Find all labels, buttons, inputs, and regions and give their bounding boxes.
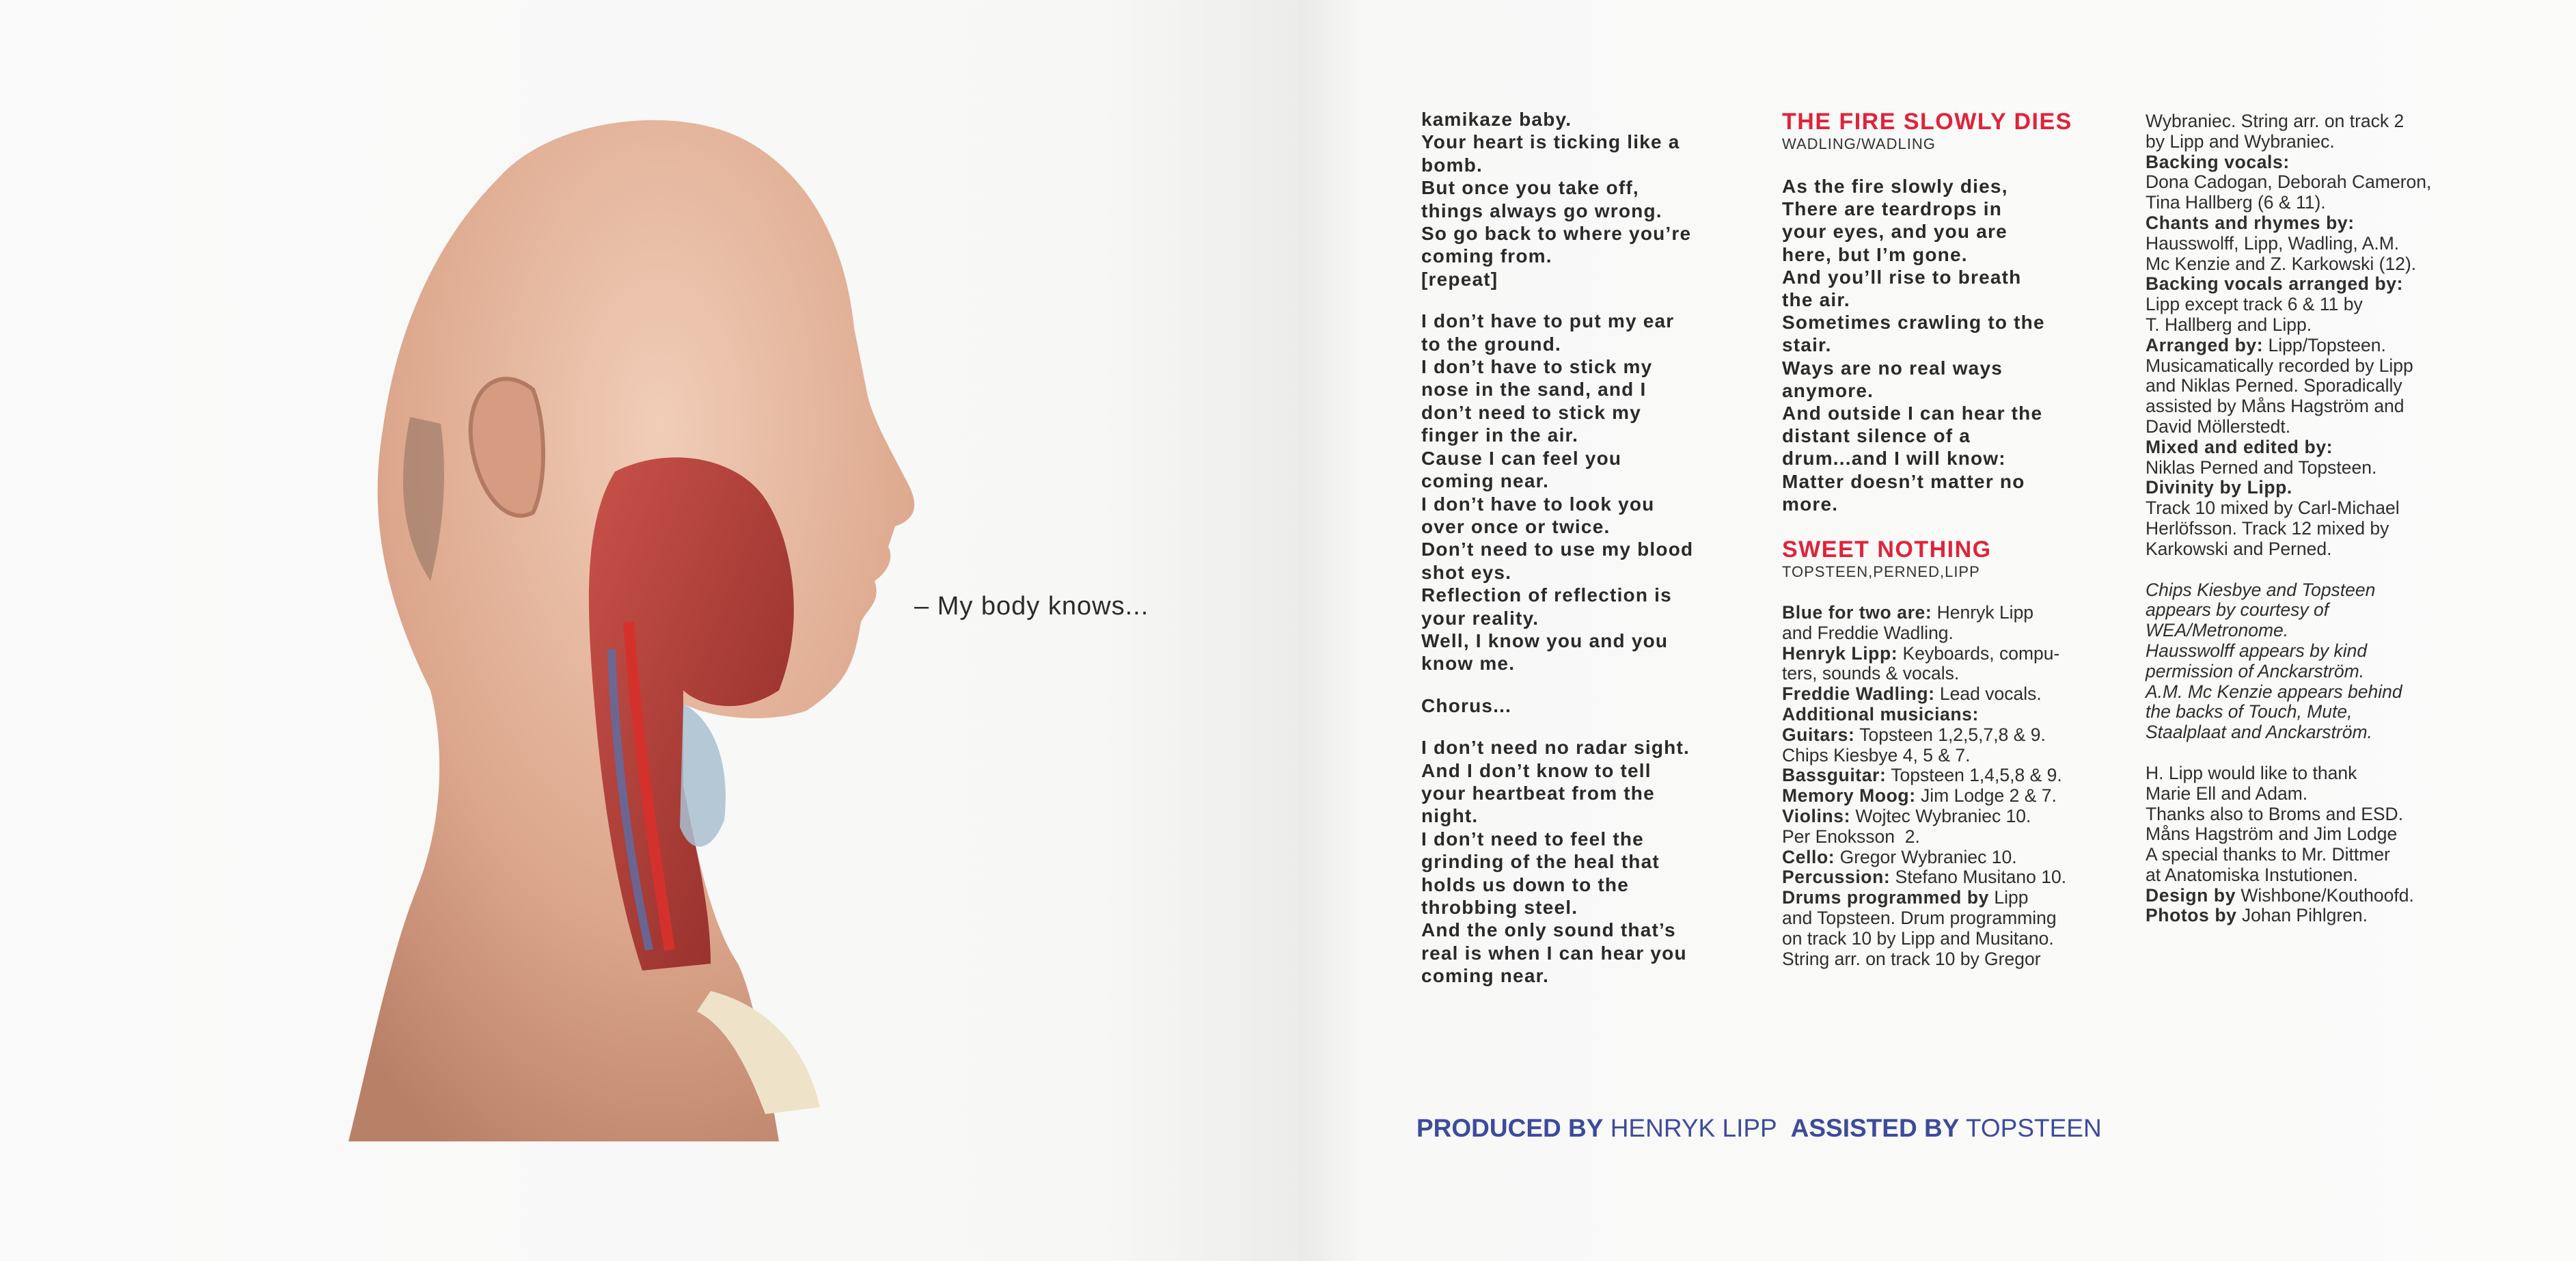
credit-line — [1782, 644, 2103, 664]
text-line: night. — [1421, 805, 1479, 827]
credit-role: Violins: — [1782, 806, 1851, 827]
assisted-by-label: ASSISTED BY — [1790, 1114, 1960, 1142]
text-line: I don’t have to look you — [1421, 493, 1655, 515]
credit-line — [2146, 376, 2467, 396]
text-line: Matter doesn’t matter no — [1782, 470, 2025, 492]
credit-text: Wishbone/Kouthoofd. — [2236, 884, 2414, 906]
credit-text: Chips Kiesbye 4, 5 & 7. — [1782, 744, 1971, 765]
credit-role: Freddie Wadling: — [1782, 683, 1935, 705]
credit-text: Keyboards, compu- — [1897, 642, 2060, 664]
credit-text: T. Hallberg and Lipp. — [2146, 314, 2312, 335]
credit-line — [1782, 765, 2103, 786]
credit-text: Topsteen 1,2,5,7,8 & 9. — [1854, 724, 2046, 745]
producer-line — [1416, 1114, 2102, 1143]
text-line: And you’ll rise to breath — [1782, 266, 2022, 288]
credit-text: and Niklas Perned. Sporadically — [2146, 375, 2402, 396]
text-line: grinding of the heal that — [1421, 851, 1660, 873]
text-line: your eyes, and you are — [1782, 221, 2008, 243]
credit-text: and Freddie Wadling. — [1782, 622, 1954, 643]
credit-line — [2146, 172, 2467, 193]
credit-text: Lipp/Topsteen. — [2263, 334, 2386, 355]
credit-role: Additional musicians: — [1782, 704, 1979, 725]
credit-line — [1782, 908, 2103, 929]
text-line: There are teardrops in — [1782, 198, 2003, 220]
photo-caption: – My body knows... — [914, 592, 1149, 621]
text-line: permission of Anckarström. — [2146, 660, 2365, 681]
credit-text: Wybraniec. String arr. on track 2 — [2146, 111, 2404, 131]
text-line: finger in the air. — [1421, 424, 1579, 446]
column-3 — [2146, 111, 2467, 926]
text-line: A.M. Mc Kenzie appears behind — [2146, 681, 2402, 702]
credit-line — [1782, 949, 2103, 970]
credit-text: ters, sounds & vocals. — [1782, 663, 1960, 684]
song-writer-credit: TOPSTEEN,PERNED,LIPP — [1782, 563, 1980, 581]
credit-line — [2146, 213, 2467, 234]
text-line: nose in the sand, and I — [1421, 379, 1647, 401]
text-line: Well, I know you and you — [1421, 629, 1669, 651]
text-line: drum...and I will know: — [1782, 448, 2006, 470]
credit-text: Mc Kenzie and Z. Karkowski (12). — [2146, 253, 2417, 274]
text-line — [1421, 290, 1742, 310]
credit-line — [2146, 111, 2467, 132]
song-lyrics — [1782, 175, 2103, 515]
song-title: SWEET NOTHING — [1782, 537, 1992, 563]
credit-line — [2146, 152, 2467, 173]
text-line: distant silence of a — [1782, 425, 1971, 447]
credit-text: Lipp except track 6 & 11 by — [2146, 294, 2363, 315]
text-line: So go back to where you’re — [1421, 223, 1692, 245]
text-line: As the fire slowly dies, — [1782, 176, 2008, 197]
credit-text: Hausswolff, Lipp, Wadling, A.M. — [2146, 232, 2400, 254]
credit-text: Karkowski and Perned. — [2146, 538, 2332, 559]
credit-text: String arr. on track 10 by Gregor — [1782, 948, 2041, 969]
text-line: Sometimes crawling to the — [1782, 312, 2045, 334]
song-writer-credit: WADLING/WADLING — [1782, 135, 1936, 152]
credit-text: Tina Hallberg (6 & 11). — [2146, 192, 2326, 213]
credit-text: Marie Ell and Adam. — [2146, 783, 2308, 804]
credit-line — [2146, 824, 2467, 845]
text-line: more. — [1782, 493, 1839, 515]
credit-text: Stefano Musitano 10. — [1890, 867, 2067, 888]
credit-line — [2146, 234, 2467, 254]
text-line: coming near. — [1421, 470, 1550, 492]
anatomical-head-photo — [328, 103, 957, 1141]
credit-line — [2146, 763, 2467, 784]
credit-line — [2146, 886, 2467, 906]
text-line: coming from. — [1421, 245, 1552, 267]
credit-text: Måns Hagström and Jim Lodge — [2146, 824, 2398, 845]
text-line: bomb. — [1421, 154, 1483, 176]
credit-text: Topsteen 1,4,5,8 & 9. — [1886, 765, 2062, 786]
credit-line — [2146, 804, 2467, 825]
text-line: Chorus... — [1421, 694, 1512, 716]
credit-line — [2146, 437, 2467, 458]
credit-text: Wojtec Wybraniec 10. — [1850, 806, 2031, 827]
credit-text: Thanks also to Broms and ESD. — [2146, 803, 2404, 824]
credit-line — [2146, 295, 2467, 315]
credit-line — [1782, 929, 2103, 949]
text-line: your reality. — [1421, 607, 1539, 629]
credit-line — [2146, 906, 2467, 926]
text-line: the backs of Touch, Mute, — [2146, 701, 2353, 722]
credit-line — [1782, 664, 2103, 684]
credit-role: Drums programmed by — [1782, 887, 1989, 908]
credit-text: at Anatomiska Instutionen. — [2146, 864, 2358, 885]
credit-role: Arranged by: — [2146, 334, 2264, 355]
text-line: Reflection of reflection is — [1421, 584, 1672, 606]
credit-line — [2146, 519, 2467, 539]
credit-text: Gregor Wybraniec 10. — [1835, 846, 2017, 867]
text-line: And the only sound that’s — [1421, 919, 1676, 941]
producer-name: HENRYK LIPP — [1603, 1114, 1791, 1142]
credit-line — [2146, 458, 2467, 478]
credit-line — [1782, 867, 2103, 888]
text-line: know me. — [1421, 653, 1516, 675]
credit-line — [2146, 417, 2467, 437]
credit-line — [1782, 705, 2103, 725]
text-line: Don’t need to use my blood — [1421, 539, 1694, 560]
credit-text: and Topsteen. Drum programming — [1782, 908, 2057, 928]
text-line: here, but I’m gone. — [1782, 243, 1968, 265]
credit-line — [1782, 684, 2103, 705]
credit-line — [2146, 865, 2467, 886]
credit-line — [1782, 786, 2103, 806]
text-line: And outside I can hear the — [1782, 403, 2043, 424]
credit-line — [2146, 132, 2467, 152]
trachea — [680, 704, 726, 847]
musician-credits — [1782, 603, 2103, 969]
credit-role: Design by — [2146, 884, 2236, 906]
credit-line — [1782, 888, 2103, 908]
text-line: Cause I can feel you — [1421, 447, 1622, 469]
text-line: Staalplaat and Anckarström. — [2146, 722, 2372, 743]
text-line: kamikaze baby. — [1421, 109, 1572, 130]
credit-role: Cello: — [1782, 846, 1835, 867]
text-line: I don’t need no radar sight. — [1421, 737, 1690, 759]
credit-line — [2146, 784, 2467, 804]
text-line: Hausswolff appears by kind — [2146, 640, 2368, 661]
lyrics-continued — [1421, 108, 1742, 988]
text-line: your heartbeat from the — [1421, 782, 1655, 804]
credit-line — [2146, 845, 2467, 865]
credit-text: Jim Lodge 2 & 7. — [1915, 785, 2057, 806]
credit-text: Lipp — [1988, 887, 2029, 908]
text-line: Your heart is ticking like a — [1421, 131, 1680, 153]
text-line: And I don’t know to tell — [1421, 759, 1652, 781]
text-line: over once or twice. — [1421, 515, 1611, 537]
text-line: stair. — [1782, 334, 1832, 356]
credit-text: H. Lipp would like to thank — [2146, 762, 2357, 783]
credit-text: Henryk Lipp — [1932, 602, 2034, 623]
credit-role: Mixed and edited by: — [2146, 436, 2333, 457]
credit-text: Herlöfsson. Track 12 mixed by — [2146, 517, 2389, 539]
credit-text: on track 10 by Lipp and Musitano. — [1782, 927, 2054, 949]
credit-line — [2146, 498, 2467, 519]
text-line: I don’t have to stick my — [1421, 356, 1653, 378]
credit-role: Bassguitar: — [1782, 765, 1887, 786]
credit-line — [2146, 356, 2467, 377]
credit-role: Photos by — [2146, 905, 2237, 926]
credit-text: assisted by Måns Hagström and — [2146, 396, 2404, 417]
credit-line — [1782, 725, 2103, 746]
credit-line — [2146, 478, 2467, 498]
credit-role: Henryk Lipp: — [1782, 642, 1898, 664]
text-line: I don’t have to put my ear — [1421, 310, 1675, 332]
assistant-name: TOPSTEEN — [1959, 1114, 2102, 1142]
credit-line — [2146, 193, 2467, 213]
credit-text: Track 10 mixed by Carl-Michael — [2146, 498, 2400, 519]
production-credits — [2146, 111, 2467, 560]
text-line: I don’t need to feel the — [1421, 828, 1644, 850]
credit-text: A special thanks to Mr. Dittmer — [2146, 844, 2390, 865]
credit-text: Per Enoksson 2. — [1782, 826, 1920, 847]
text-line: to the ground. — [1421, 333, 1561, 355]
credit-role: Backing vocals arranged by: — [2146, 273, 2404, 295]
credit-line — [2146, 315, 2467, 336]
text-line: don’t need to stick my — [1421, 401, 1641, 423]
column-2 — [1782, 108, 2103, 969]
credit-text: David Möllerstedt. — [2146, 416, 2291, 437]
credit-line — [1782, 827, 2103, 848]
text-line: Ways are no real ways — [1782, 357, 2003, 379]
text-line: the air. — [1782, 289, 1850, 311]
produced-by-label: PRODUCED BY — [1416, 1114, 1604, 1142]
text-line: things always go wrong. — [1421, 200, 1662, 221]
text-line: appears by courtesy of — [2146, 599, 2329, 621]
song-sweet-nothing — [1782, 536, 2103, 581]
thanks-and-design-credits — [2146, 763, 2467, 926]
text-line: coming near. — [1421, 965, 1550, 987]
song-title: THE FIRE SLOWLY DIES — [1782, 109, 2072, 135]
courtesy-notes — [2146, 580, 2467, 743]
credit-line — [2146, 254, 2467, 275]
credit-role: Percussion: — [1782, 867, 1891, 888]
credit-line — [2146, 336, 2467, 356]
text-line: Chips Kiesbye and Topsteen — [2146, 579, 2376, 600]
text-line: [repeat] — [1421, 268, 1498, 290]
credit-line — [1782, 623, 2103, 644]
credit-text: Musicamatically recorded by Lipp — [2146, 355, 2413, 376]
credit-line — [2146, 274, 2467, 295]
credit-role: Chants and rhymes by: — [2146, 212, 2355, 233]
text-line — [1421, 675, 1742, 694]
credit-text: Johan Pihlgren. — [2236, 905, 2368, 926]
credit-role: Backing vocals: — [2146, 151, 2290, 172]
text-line: anymore. — [1782, 379, 1874, 401]
text-line: holds us down to the — [1421, 873, 1629, 895]
song-the-fire-slowly-dies — [1782, 108, 2103, 515]
credit-line — [2146, 396, 2467, 417]
credit-text: Lead vocals. — [1934, 683, 2042, 705]
credit-line — [1782, 746, 2103, 766]
text-line: real is when I can hear you — [1421, 942, 1687, 964]
credit-role: Guitars: — [1782, 724, 1855, 745]
credit-line — [1782, 603, 2103, 623]
text-line: WEA/Metronome. — [2146, 620, 2289, 641]
text-line: But once you take off, — [1421, 177, 1639, 199]
credit-text: Niklas Perned and Topsteen. — [2146, 457, 2377, 478]
text-line — [1421, 717, 1742, 736]
credit-role: Blue for two are: — [1782, 602, 1932, 623]
credit-line — [1782, 806, 2103, 827]
text-line: throbbing steel. — [1421, 897, 1578, 918]
credit-text: Dona Cadogan, Deborah Cameron, — [2146, 172, 2432, 193]
credit-line — [1782, 848, 2103, 868]
credit-line — [2146, 539, 2467, 560]
credit-role: Memory Moog: — [1782, 785, 1916, 806]
text-line: shot eys. — [1421, 561, 1512, 583]
credit-text: by Lipp and Wybraniec. — [2146, 131, 2335, 152]
credit-role: Divinity by Lipp. — [2146, 477, 2292, 498]
